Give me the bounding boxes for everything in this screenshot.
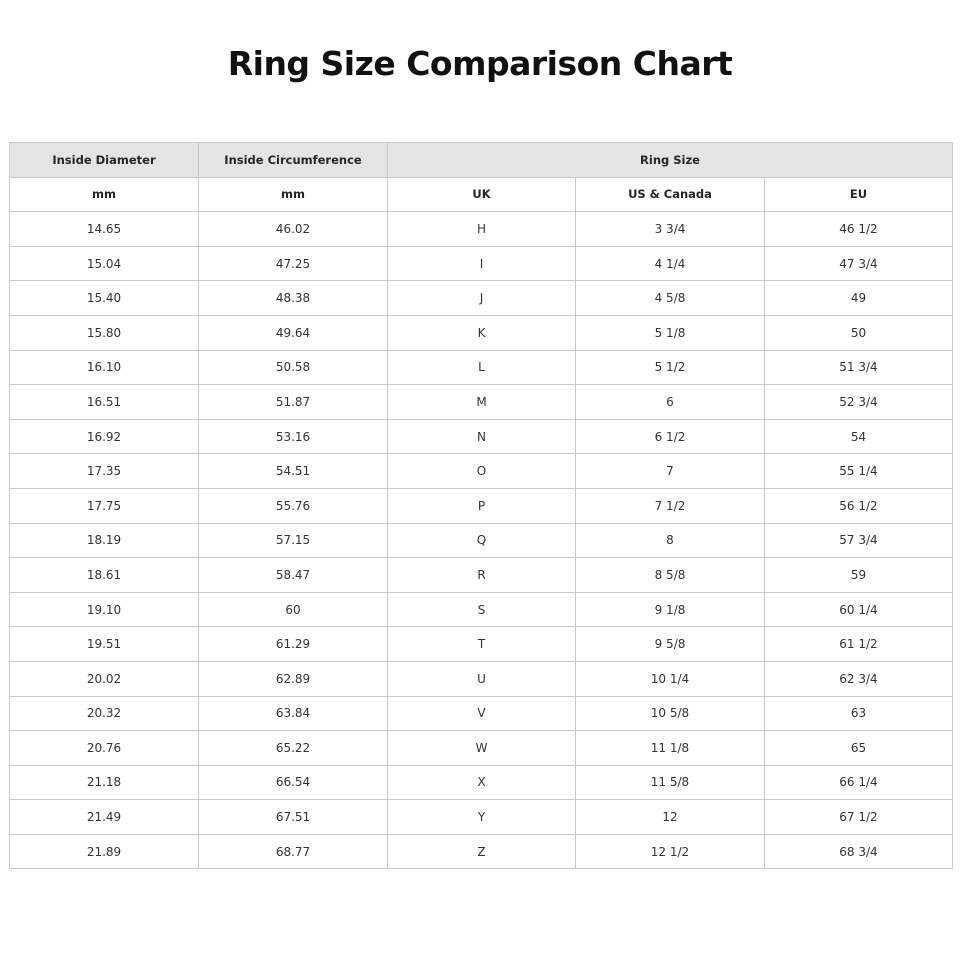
cell-eu-size: 56 1/2: [765, 488, 953, 523]
cell-eu-size: 65: [765, 731, 953, 766]
cell-circumference-mm: 57.15: [199, 523, 388, 558]
cell-eu-size: 66 1/4: [765, 765, 953, 800]
cell-uk-size: O: [388, 454, 576, 489]
cell-us-canada-size: 9 5/8: [576, 627, 765, 662]
cell-us-canada-size: 9 1/8: [576, 592, 765, 627]
cell-eu-size: 63: [765, 696, 953, 731]
cell-uk-size: W: [388, 731, 576, 766]
table-row: [10, 246, 953, 281]
table-row: [10, 488, 953, 523]
table-row: [10, 385, 953, 420]
cell-circumference-mm: 55.76: [199, 488, 388, 523]
cell-uk-size: N: [388, 419, 576, 454]
table-row: [10, 350, 953, 385]
cell-us-canada-size: 4 1/4: [576, 246, 765, 281]
cell-eu-size: 59: [765, 558, 953, 593]
cell-diameter-mm: 19.51: [10, 627, 199, 662]
cell-uk-size: L: [388, 350, 576, 385]
table-row: [10, 454, 953, 489]
cell-uk-size: U: [388, 661, 576, 696]
cell-us-canada-size: 10 5/8: [576, 696, 765, 731]
cell-diameter-mm: 17.35: [10, 454, 199, 489]
cell-eu-size: 61 1/2: [765, 627, 953, 662]
table-row: [10, 592, 953, 627]
cell-diameter-mm: 15.80: [10, 315, 199, 350]
column-header-circumference-mm: mm: [199, 177, 388, 212]
column-header-eu: EU: [765, 177, 953, 212]
cell-circumference-mm: 54.51: [199, 454, 388, 489]
cell-diameter-mm: 20.02: [10, 661, 199, 696]
cell-uk-size: J: [388, 281, 576, 316]
table-row: [10, 696, 953, 731]
table-row: [10, 627, 953, 662]
cell-us-canada-size: 3 3/4: [576, 212, 765, 247]
cell-diameter-mm: 21.89: [10, 834, 199, 869]
cell-us-canada-size: 5 1/2: [576, 350, 765, 385]
cell-us-canada-size: 8: [576, 523, 765, 558]
cell-diameter-mm: 18.19: [10, 523, 199, 558]
cell-us-canada-size: 12 1/2: [576, 834, 765, 869]
cell-us-canada-size: 6: [576, 385, 765, 420]
table-row: [10, 558, 953, 593]
cell-uk-size: S: [388, 592, 576, 627]
cell-diameter-mm: 17.75: [10, 488, 199, 523]
cell-diameter-mm: 16.92: [10, 419, 199, 454]
cell-circumference-mm: 50.58: [199, 350, 388, 385]
cell-us-canada-size: 4 5/8: [576, 281, 765, 316]
header-inside-diameter: Inside Diameter: [10, 143, 199, 178]
table-row: [10, 800, 953, 835]
cell-circumference-mm: 48.38: [199, 281, 388, 316]
ring-size-table: [9, 142, 953, 869]
cell-diameter-mm: 20.32: [10, 696, 199, 731]
table-row: [10, 315, 953, 350]
cell-uk-size: K: [388, 315, 576, 350]
cell-us-canada-size: 8 5/8: [576, 558, 765, 593]
cell-eu-size: 52 3/4: [765, 385, 953, 420]
column-header-uk: UK: [388, 177, 576, 212]
cell-circumference-mm: 61.29: [199, 627, 388, 662]
header-inside-circumference: Inside Circumference: [199, 143, 388, 178]
cell-eu-size: 46 1/2: [765, 212, 953, 247]
cell-circumference-mm: 49.64: [199, 315, 388, 350]
cell-circumference-mm: 68.77: [199, 834, 388, 869]
table-row: [10, 731, 953, 766]
cell-diameter-mm: 21.49: [10, 800, 199, 835]
cell-uk-size: Y: [388, 800, 576, 835]
cell-circumference-mm: 46.02: [199, 212, 388, 247]
cell-diameter-mm: 19.10: [10, 592, 199, 627]
cell-uk-size: Q: [388, 523, 576, 558]
column-header-us-canada: US & Canada: [576, 177, 765, 212]
table-row: [10, 834, 953, 869]
cell-circumference-mm: 47.25: [199, 246, 388, 281]
cell-uk-size: Z: [388, 834, 576, 869]
header-unit-row: [10, 177, 953, 212]
header-ring-size: Ring Size: [388, 143, 953, 178]
cell-uk-size: I: [388, 246, 576, 281]
table-body: [10, 212, 953, 869]
table-row: [10, 523, 953, 558]
cell-eu-size: 47 3/4: [765, 246, 953, 281]
cell-diameter-mm: 16.51: [10, 385, 199, 420]
cell-eu-size: 62 3/4: [765, 661, 953, 696]
cell-eu-size: 51 3/4: [765, 350, 953, 385]
cell-circumference-mm: 62.89: [199, 661, 388, 696]
cell-eu-size: 49: [765, 281, 953, 316]
table-row: [10, 281, 953, 316]
cell-us-canada-size: 10 1/4: [576, 661, 765, 696]
cell-circumference-mm: 65.22: [199, 731, 388, 766]
cell-us-canada-size: 7: [576, 454, 765, 489]
cell-uk-size: V: [388, 696, 576, 731]
cell-eu-size: 54: [765, 419, 953, 454]
table-row: [10, 765, 953, 800]
table-row: [10, 419, 953, 454]
cell-circumference-mm: 67.51: [199, 800, 388, 835]
cell-circumference-mm: 60: [199, 592, 388, 627]
cell-uk-size: P: [388, 488, 576, 523]
cell-diameter-mm: 15.04: [10, 246, 199, 281]
cell-uk-size: M: [388, 385, 576, 420]
cell-circumference-mm: 51.87: [199, 385, 388, 420]
cell-diameter-mm: 18.61: [10, 558, 199, 593]
cell-eu-size: 57 3/4: [765, 523, 953, 558]
cell-eu-size: 55 1/4: [765, 454, 953, 489]
cell-uk-size: T: [388, 627, 576, 662]
cell-uk-size: R: [388, 558, 576, 593]
cell-uk-size: H: [388, 212, 576, 247]
cell-circumference-mm: 58.47: [199, 558, 388, 593]
table-row: [10, 212, 953, 247]
cell-diameter-mm: 15.40: [10, 281, 199, 316]
table-row: [10, 661, 953, 696]
cell-circumference-mm: 66.54: [199, 765, 388, 800]
cell-us-canada-size: 6 1/2: [576, 419, 765, 454]
header-group-row: [10, 143, 953, 178]
cell-circumference-mm: 63.84: [199, 696, 388, 731]
cell-eu-size: 67 1/2: [765, 800, 953, 835]
cell-us-canada-size: 11 5/8: [576, 765, 765, 800]
cell-us-canada-size: 7 1/2: [576, 488, 765, 523]
cell-diameter-mm: 16.10: [10, 350, 199, 385]
cell-eu-size: 60 1/4: [765, 592, 953, 627]
column-header-diameter-mm: mm: [10, 177, 199, 212]
cell-uk-size: X: [388, 765, 576, 800]
cell-eu-size: 50: [765, 315, 953, 350]
cell-eu-size: 68 3/4: [765, 834, 953, 869]
cell-diameter-mm: 20.76: [10, 731, 199, 766]
page-title: Ring Size Comparison Chart: [227, 44, 733, 83]
cell-diameter-mm: 14.65: [10, 212, 199, 247]
cell-us-canada-size: 5 1/8: [576, 315, 765, 350]
cell-us-canada-size: 12: [576, 800, 765, 835]
cell-us-canada-size: 11 1/8: [576, 731, 765, 766]
cell-diameter-mm: 21.18: [10, 765, 199, 800]
cell-circumference-mm: 53.16: [199, 419, 388, 454]
